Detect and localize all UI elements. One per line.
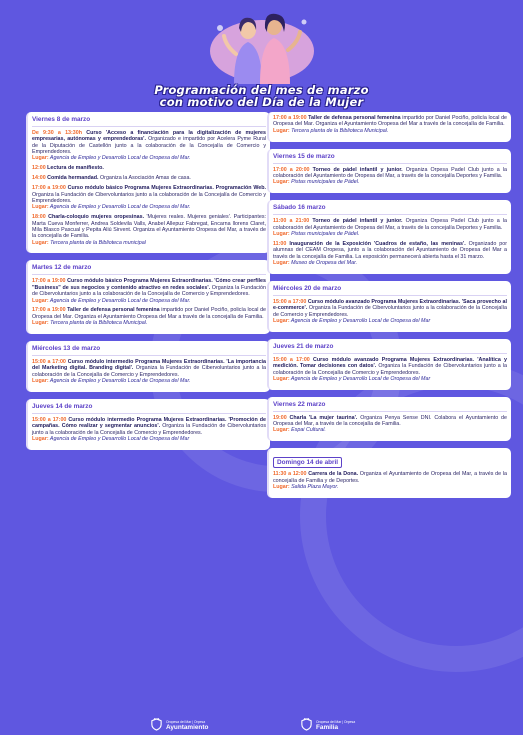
event-location-label: Lugar:	[32, 155, 49, 162]
event-title: Torneo de pádel infantil y junior.	[309, 166, 403, 173]
event-description: Organiza el Ayuntamiento de Oropesa del Mar, a través de la concejalía de Familia y de Deportes.	[273, 471, 507, 484]
footer-logo-ayuntamiento	[150, 718, 208, 731]
event-location: Agencia de Empleo y Desarrollo Local de Oropesa del Mar.	[48, 297, 191, 304]
event-location-label: Lugar:	[273, 317, 290, 324]
event-title: Charla-coloquio mujeres oropesinas.	[45, 214, 145, 221]
event-item	[273, 241, 507, 266]
event-location: Tercera planta de la Biblioteca municipal	[48, 239, 146, 246]
day-card	[267, 397, 511, 442]
event-title: Inauguración de la Exposición 'Cuadros de estaño, las meninas'.	[286, 240, 466, 247]
woman-right-figure	[260, 14, 300, 84]
footer-logo-familia	[300, 718, 355, 731]
day-card	[267, 339, 511, 390]
event-location: Pistas municipales de Pádel.	[289, 230, 360, 237]
event-location-label: Lugar:	[273, 375, 290, 382]
day-card	[26, 341, 270, 392]
event-time: 18:00	[32, 214, 46, 221]
event-time: 11:30 a 12:00	[273, 471, 307, 478]
event-time: 12:00	[32, 165, 46, 172]
event-location-label: Lugar:	[273, 230, 290, 237]
event-description: Organiza la Fundación de Cibervoluntarios junto a la colaboración de la Concejalía de Comercio y Emprendedores.	[32, 284, 266, 298]
event-location: Pistas municipales de Pádel.	[289, 179, 360, 186]
event-description: Organiza la Asociación Amas de casa.	[98, 175, 191, 182]
day-heading: Jueves 21 de marzo	[273, 342, 507, 354]
event-description: Organizado por alumnas del CEAM Oropesa, junto a la colaboración del Ayuntamiento de Oropesa del Mar a través de la concejalía de Familia. La exposición permanecerá abierta hasta el 31 marzo.	[273, 240, 507, 260]
footer-left-small: Oropesa del Mar | Orpesa	[166, 719, 206, 724]
event-location-label: Lugar:	[273, 427, 290, 434]
event-location-label: Lugar:	[32, 204, 49, 211]
day-card	[26, 260, 270, 334]
event-description: Organiza la Fundación de Cibervoluntarios junto a la colaboración de la Concejalía de Comercio y Emprendedores.	[32, 423, 266, 436]
event-description: Organizado e impartido por Acelera Pyme Rural de la Diputación de Castellón junto a la colaboración de la Concejalía de Comercio y Emprendedores.	[32, 136, 266, 156]
day-heading: Domingo 14 de abril	[273, 457, 342, 468]
event-item	[32, 359, 266, 384]
day-heading: Viernes 15 de marzo	[273, 152, 507, 164]
event-location-label: Lugar:	[273, 127, 290, 134]
event-time: 17:00 a 19:00	[32, 307, 66, 314]
event-description: Organiza Orpesa Padel Club junto a la colaboración del Ayuntamiento de Oropesa del Mar, a través de la concejalía Deportes y Familia.	[273, 166, 507, 179]
event-time: 17:00 a 20:00	[273, 166, 310, 173]
event-item	[32, 278, 266, 303]
day-heading: Martes 12 de marzo	[32, 263, 266, 275]
event-description: Organiza Orpesa Padel Club junto a la colaboración del Ayuntamiento de Oropesa del Mar, a través de la concejalía Deportes y Familia.	[273, 218, 507, 231]
event-time: 15:00 a 17:00	[32, 417, 67, 424]
event-title: Curso módulo intermedio Programa Mujeres Extraordinarias. 'La importancia del Marketing digital. Branding digital'.	[32, 359, 266, 372]
event-item	[32, 214, 266, 246]
event-time: 17:00 a 19:00	[32, 185, 66, 192]
event-item	[273, 218, 507, 237]
event-location-label: Lugar:	[32, 239, 49, 246]
event-item	[273, 115, 507, 134]
page-title	[0, 84, 523, 108]
day-heading: Miércoles 13 de marzo	[32, 344, 266, 356]
event-location-label: Lugar:	[32, 297, 49, 304]
event-time: 11:00 a 21:00	[273, 218, 310, 225]
event-location: Agencia de Empleo y Desarrollo Local de Oropesa del Mar	[289, 375, 431, 382]
event-time: 19:00	[273, 414, 287, 421]
footer-right-small: Oropesa del Mar | Orpesa	[316, 719, 356, 724]
event-description: Organiza la Fundación de Cibervoluntarios junto a la colaboración de la Concejalía de Comercio y Emprendedores.	[32, 365, 266, 378]
event-title: Lectura de manifiesto.	[45, 165, 104, 172]
day-card	[26, 399, 270, 450]
title-line-1: Programación del mes de marzo	[154, 83, 369, 97]
schedule-column-right	[267, 112, 511, 505]
event-location: Agencia de Empleo y Desarrollo Local de Oropesa del Mar	[48, 436, 190, 443]
event-title: Curso módulo básico Programa Mujeres Extraordinarias. Programación Web.	[65, 185, 266, 192]
event-title: Torneo de pádel infantil y junior.	[309, 218, 403, 225]
event-item	[273, 357, 507, 382]
event-location-label: Lugar:	[273, 259, 290, 266]
event-location-label: Lugar:	[32, 320, 49, 327]
event-time: 17:00 a 19:00	[32, 278, 66, 285]
event-location: Salida Plaza Mayor.	[289, 484, 339, 491]
event-title: Charla 'La mujer taurina'.	[286, 414, 358, 421]
day-heading: Jueves 14 de marzo	[32, 402, 266, 414]
day-card	[267, 448, 511, 498]
woman-left-figure	[224, 18, 262, 84]
event-title: Curso módulo avanzado Programa Mujeres Extraordinarias. 'Saca provecho al e-commerce'.	[273, 298, 507, 312]
event-location-label: Lugar:	[32, 378, 49, 385]
event-time: 15:00 a 17:00	[32, 359, 66, 366]
event-location-label: Lugar:	[32, 436, 49, 443]
event-item	[273, 299, 507, 324]
event-title: Curso 'Acceso a financiación para la digitalización de mujeres empresarias, autónomas y emprendedoras'.	[32, 130, 266, 143]
event-time: De 9:30 a 13:30h	[32, 130, 83, 136]
event-description: 'Mujeres reales. Mujeres geniales'. Participantes: Marta Cueva Monferrer, Andrea Soldevila Valls, Anabel Allepuz Fabregat, Encarna llorens Claret, Mila Blasco Pascual y Pepita Aliú Sirvent. Organiza el Ayuntamiento Oropesa del Mar, a través de la concejalía de Familia.	[32, 214, 266, 240]
event-item	[273, 471, 507, 490]
event-time: 15:00 a 17:00	[273, 356, 310, 363]
event-item	[273, 415, 507, 434]
event-description: impartido por Daniel Pociño, policía local de Oropesa del Mar. Organiza el Ayuntamiento Oropesa del Mar a través de la concejalía de Familia.	[273, 115, 508, 128]
event-description: Organiza la Fundación de Cibervoluntarios junto a la colaboración de la Concejalía de Comercio y Emprendedores.	[273, 363, 507, 376]
coat-of-arms-icon	[150, 718, 163, 731]
event-location: Espai Cultural.	[289, 427, 326, 434]
event-location: Tercera planta de la Biblioteca Municipal.	[48, 320, 148, 327]
event-item	[32, 165, 266, 171]
event-time: 17:00 a 19:00	[273, 115, 307, 121]
event-title: Carrera de la Dona.	[306, 471, 359, 478]
event-title: Curso módulo intermedio Programa Mujeres Extraordinarias. 'Promoción de campañas. Cómo realizar y segmentar anuncios'.	[32, 417, 266, 430]
title-line-2: con motivo del Día de la Mujer	[159, 95, 364, 109]
day-card	[267, 149, 511, 194]
event-location-label: Lugar:	[273, 484, 290, 491]
event-location: Tercera planta de la Biblioteca Municipal.	[289, 127, 389, 134]
day-heading: Miércoles 20 de marzo	[273, 284, 507, 296]
event-description: Organiza Penya Sense DNI. Colabora el Ayuntamiento de Oropesa del Mar, a través de la concejalía de Familia.	[273, 414, 507, 428]
event-location: Agencia de Empleo y Desarrollo Local de Oropesa del Mar.	[48, 155, 191, 162]
event-time: 15:00 a 17:00	[273, 298, 307, 305]
event-item	[32, 185, 266, 210]
event-item	[273, 167, 507, 186]
event-item	[32, 130, 266, 162]
event-location: Museo de Oropesa del Mar.	[289, 259, 358, 266]
day-card	[267, 112, 511, 142]
day-card	[267, 281, 511, 332]
day-heading: Viernes 8 de marzo	[32, 115, 266, 127]
event-title: Curso módulo avanzado Programa Mujeres Extraordinarias. 'Analítica y medición. Tomar decisiones con datos'.	[273, 356, 507, 370]
event-location: Agencia de Empleo y Desarrollo Local de Oropesa del Mar.	[48, 204, 191, 211]
event-location-label: Lugar:	[273, 179, 290, 186]
event-location: Agencia de Empleo y Desarrollo Local de Oropesa del Mar.	[48, 378, 191, 385]
event-title: Comida hermandad.	[45, 175, 99, 182]
hero-illustration	[196, 6, 328, 84]
event-time: 11:00	[273, 240, 287, 247]
footer-right-big: Familia	[316, 723, 339, 731]
coat-of-arms-icon	[300, 718, 313, 731]
event-time: 14:00	[32, 175, 46, 182]
event-item	[32, 175, 266, 181]
event-description: Organiza la Fundación de Cibervoluntarios junto a la colaboración de la Concejalía de Comercio y Emprendedores.	[273, 305, 507, 318]
event-description: Organiza la Fundación de Cibervoluntarios junto a la colaboración de la Concejalía de Comercio y Emprendedores.	[32, 191, 266, 204]
schedule-column-left	[26, 112, 270, 457]
event-title: Curso módulo básico Programa Mujeres Extraordinarias. 'Cómo crear perfiles "Business" de sus negocios y contenido atractivo en redes sociales'.	[32, 278, 266, 291]
event-description: impartido por Daniel Pociño, policía local de Oropesa del Mar. Organiza el Ayuntamiento Oropesa del Mar a través de la concejalía de Familia.	[32, 307, 267, 320]
event-title: Taller de defensa personal femenina	[306, 115, 401, 121]
event-title: Taller de defensa personal femenina	[65, 307, 160, 314]
day-card	[267, 200, 511, 274]
event-item	[32, 417, 266, 442]
day-heading: Sábado 16 marzo	[273, 203, 507, 215]
event-location: Agencia de Empleo y Desarrollo Local de Oropesa del Mar	[289, 317, 431, 324]
day-heading: Viernes 22 marzo	[273, 400, 507, 412]
event-item	[32, 307, 266, 326]
footer-left-big: Ayuntamiento	[166, 723, 209, 731]
day-card	[26, 112, 270, 253]
